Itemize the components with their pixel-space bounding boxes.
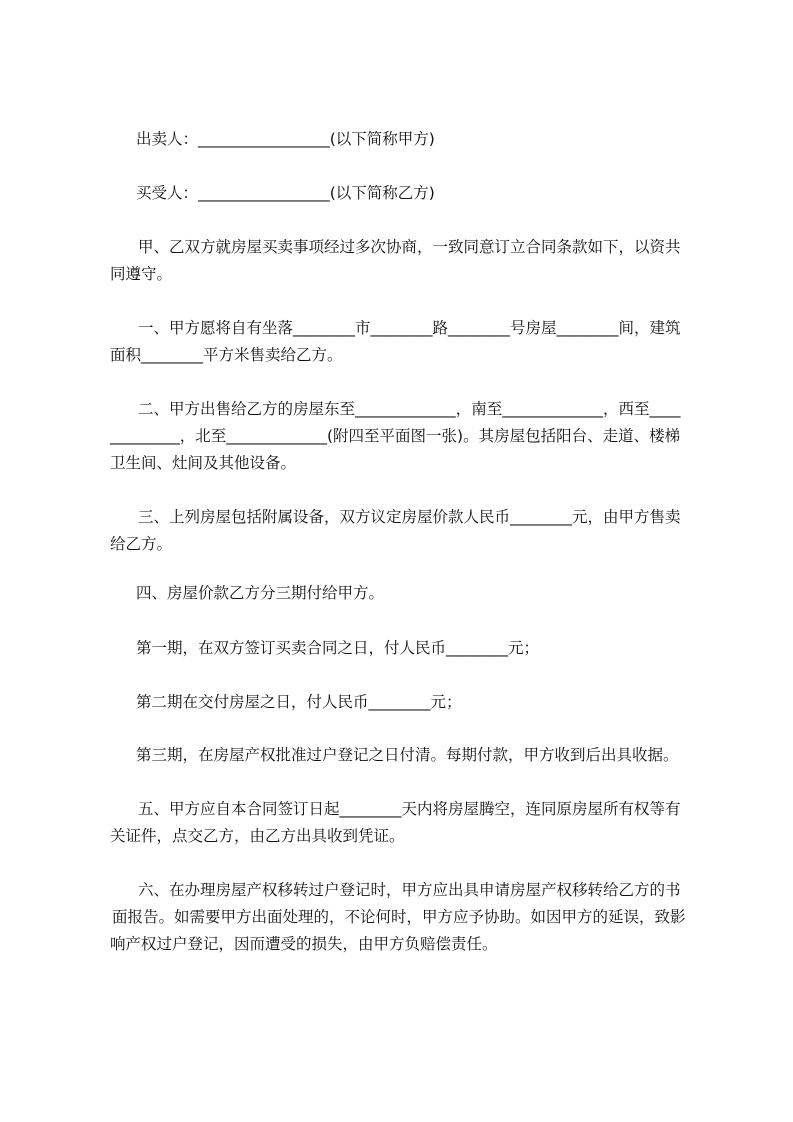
payment-1-line: 第一期，在双方签订买卖合同之日，付人民币________元；	[136, 639, 540, 657]
clause-4-line-1: 四、房屋价款乙方分三期付给甲方。	[136, 584, 385, 602]
clause-5-line-2: 关证件，点交乙方，由乙方出具收到凭证。	[110, 827, 405, 845]
clause-5-line-1: 五、甲方应自本合同签订日起________天内将房屋腾空，连同原房屋所有权等有	[138, 800, 681, 818]
buyer-line: 买受人：_________________(以下简称乙方)	[136, 184, 435, 202]
seller-line: 出卖人：_________________(以下简称甲方)	[136, 130, 435, 148]
clause-1-line-2: 面积________平方米售卖给乙方。	[110, 346, 343, 364]
intro-line-1: 甲、乙双方就房屋买卖事项经过多次协商，一致同意订立合同条款如下，以资共	[138, 238, 681, 256]
intro-line-2: 同遵守。	[110, 265, 173, 283]
payment-2-line: 第二期在交付房屋之日，付人民币________元；	[136, 693, 462, 711]
clause-6-line-2: 面报告。如需要甲方出面处理的，不论何时，甲方应予协助。如因甲方的延误，致影	[112, 908, 686, 926]
clause-3-line-2: 给乙方。	[110, 535, 173, 553]
clause-2-line-2: _________，北至_____________(附四至平面图一张)。其房屋包括阳台、走道、楼梯	[110, 427, 681, 445]
clause-6-line-3: 响产权过户登记，因而遭受的损失，由甲方负赔偿责任。	[110, 935, 498, 953]
clause-1-line-1: 一、甲方愿将自有坐落________市________路________号房屋________间，建筑	[138, 319, 681, 337]
clause-6-line-1: 六、在办理房屋产权移转过户登记时，甲方应出具申请房屋产权移转给乙方的书	[138, 881, 681, 899]
clause-2-line-1: 二、甲方出售给乙方的房屋东至_____________，南至_____________，西至____	[138, 400, 681, 418]
clause-2-line-3: 卫生间、灶间及其他设备。	[110, 454, 297, 472]
payment-3-line: 第三期，在房屋产权批准过户登记之日付清。每期付款，甲方收到后出具收据。	[136, 746, 679, 764]
clause-3-line-1: 三、上列房屋包括附属设备，双方议定房屋价款人民币________元，由甲方售卖	[138, 508, 681, 526]
